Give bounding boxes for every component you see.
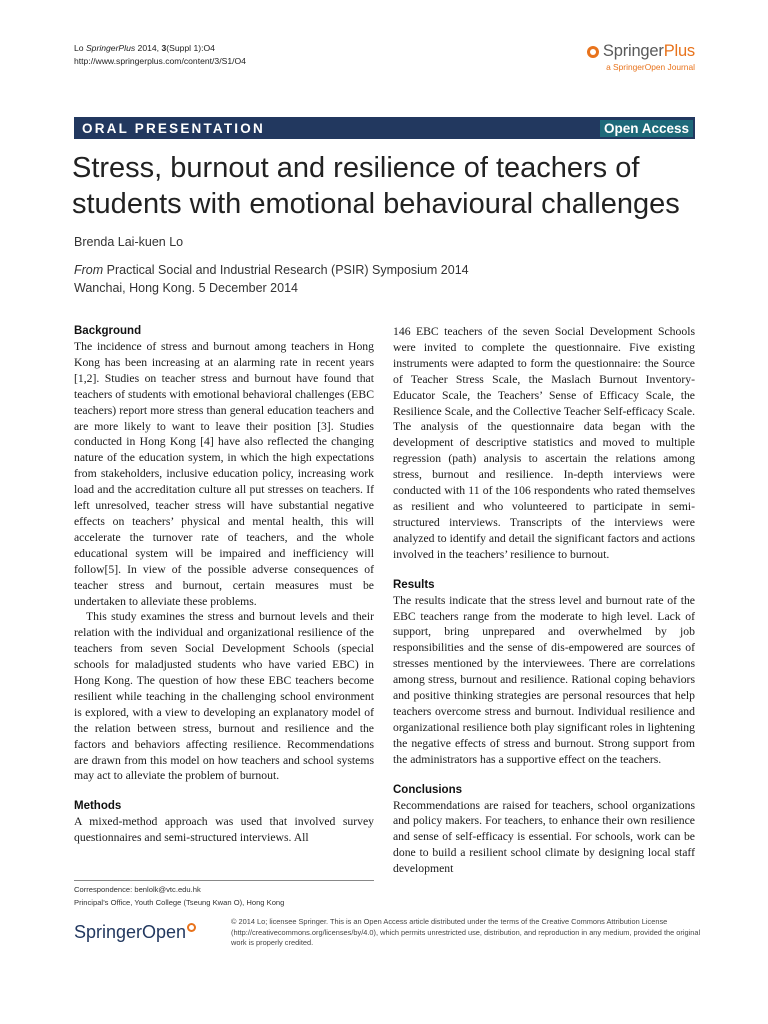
methods-paragraph-1: A mixed-method approach was used that involved survey questionnaires and semi-structured interviews. All [74,815,374,845]
citation-line [74,42,246,55]
background-heading: Background [74,325,142,337]
article-type-banner [74,117,695,139]
author: Brenda Lai-kuen Lo [74,235,184,249]
conclusions-paragraph: Recommendations are raised for teachers, school organizations and policy makers. For teachers, to enhance their own resilience and sense of self-efficacy is essential. For schools, work can be done to build a resilient school climate by designing local staff development [393,798,695,876]
springeropen-logo [74,922,196,943]
methods-heading: Methods [74,800,122,813]
from-location-date: Wanchai, Hong Kong. 5 December 2014 [74,281,298,295]
springeropen-wordmark: SpringerOpen [74,922,187,942]
article-title: Stress, burnout and resilience of teachers of students with emotional behavioural challenges [72,152,680,220]
citation-year: 2014, [135,43,162,53]
citation-volume: 3 [161,43,167,53]
logo-brand [603,42,695,61]
citation-issue: (Suppl 1):O4 [166,43,215,53]
affiliation: Principal’s Office, Youth College (Tseung Kwan O), Hong Kong [74,898,285,907]
article-type: ORAL PRESENTATION [82,120,265,136]
citation-url[interactable]: http://www.springerplus.com/content/3/S1/O4 [74,56,246,66]
citation [74,42,246,68]
from-line [74,261,469,297]
left-column [74,324,374,846]
springer-horse-icon [587,46,599,58]
from-line-1 [74,261,469,279]
correspondence-footnote [74,880,374,909]
conclusions-heading: Conclusions [393,783,463,796]
results-paragraph: The results indicate that the stress level and burnout rate of the EBC teachers range from the moderate to high level. Lack of support, bring unprepared and overwhelmed by job responsibilities and the sense of dis-empowered are sources of stresses mentioned by the interviewees. There are correlations among stress, burnout and resilience. Rational coping behaviors and positive thinking strategies are personal resources that help teachers overcome stress and burnout. Individual resilience and organizational resilience both play significant roles in lightening the negative effects of stress and burnout. Strong support from the administrators has a supportive effect on the teachers. [393,593,695,766]
from-label: From [74,263,104,277]
citation-author: Lo [74,43,86,53]
springer-horse-icon [187,923,196,932]
springerplus-logo [587,42,695,72]
citation-journal: SpringerPlus [85,43,136,53]
background-paragraph-2: This study examines the stress and burnout levels and their relation with the individual and organizational resilience of the teachers from seven Social Development Schools (special schools for maladjusted students who have varied EBC) in Hong Kong. The question of how these EBC teachers become resilient while teaching in the challenging school environment is explored, with a view to developing an explanatory model of the relation between stress, burnout and resilience and the factors and behaviors affecting resilience. Recommendations are drawn from this model on how teachers and school systems may act to alleviate the problem of burnout. [74,610,374,783]
logo-brand-plus: Plus [663,42,695,60]
logo-brand-springer: Springer [602,42,664,60]
license-text: © 2014 Lo; licensee Springer. This is an Open Access article distributed under the terms of the Creative Commons Attribution License (http://creativecommons.org/licenses/by/4.0), which permits unrestricted use, distribution, and reproduction in any medium, provided the original work is properly credited. [231,917,701,947]
correspondence-email[interactable]: Correspondence: benlolk@vtc.edu.hk [74,885,201,894]
open-access-badge: Open Access [600,120,693,137]
methods-paragraph-2: 146 EBC teachers of the seven Social Development Schools were invited to complete the questionnaire. Five existing instruments were adapted to form the questionnaire: the Source of Teacher Stress Scale, the Maslach Burnout Inventory-Educator Scale, the Teachers’ Sense of Efficacy Scale, the Resilience Scale, and the Collective Teacher Self-efficacy Scale. The analysis of the questionnaire data began with the development of descriptive statistics and moved to multiple regression (path) analysis to ascertain the relations among stress, burnout and resilience. In-depth interviews were conducted with 11 of the 106 respondents who rated themselves as resilient and who volunteered to participate in semi-structured interviews. Transcripts of the interviews were analyzed to identify and detail the significant factors and actions involved in the teachers’ resilience to burnout. [393,325,695,561]
from-symposium: Practical Social and Industrial Research (PSIR) Symposium 2014 [103,263,469,277]
results-heading: Results [393,578,435,591]
right-column [393,324,695,877]
background-paragraph-1: The incidence of stress and burnout among teachers in Hong Kong has been increasing at an alarming rate in recent years [1,2]. Studies on teacher stress and burnout have found that teachers of students with emotional behavioral challenges (EBC teachers) report more stress than general education teachers and are more likely to want to leave their position [3]. Studies conducted in Hong Kong [4] have also reflected the changing nature of the education system, in which the high expectations from stakeholders, inclusive education policy, increasing work load and the accreditation culture all put stresses on teachers. If left unresolved, teacher stress will have substantial negative effects on teachers’ physical and mental health, this will accelerate the turnover rate of teachers, and the whole educational system will be impaired and inefficiency will follow[5]. In view of the possible adverse consequences of teacher stress and burnout, certain measures must be undertaken to alleviate these problems. [74,340,374,608]
logo-subtitle: a SpringerOpen Journal [606,62,695,72]
